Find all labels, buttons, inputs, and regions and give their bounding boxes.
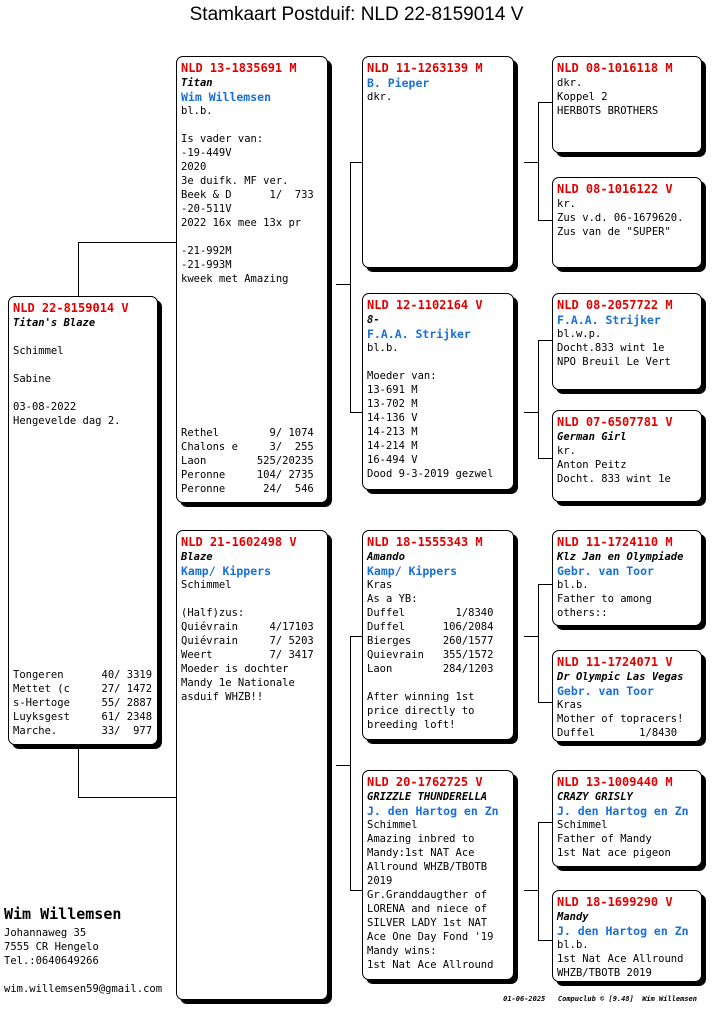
race-result-line: Chalons e 3/ 255: [181, 441, 314, 453]
pigeon-card-fff[interactable]: [552, 56, 702, 153]
info-line: dkr.: [367, 91, 393, 103]
info-line: kr.: [557, 445, 576, 457]
info-line: Is vader van:: [181, 133, 264, 145]
info-line: -21-992M: [181, 245, 232, 257]
pigeon-name: Titan: [181, 77, 213, 89]
info-line: Moeder is dochter: [181, 663, 289, 675]
ring-number: NLD 18-1699290 V: [557, 895, 673, 909]
info-line: 13-702 M: [367, 398, 418, 410]
breeder-name: J. den Hartog en Zn: [557, 924, 689, 938]
info-line: Gr.Granddaugther of: [367, 889, 488, 901]
info-line: dkr.: [557, 77, 583, 89]
info-line: LORENA and niece of: [367, 903, 488, 915]
info-line: Kras: [557, 699, 583, 711]
info-line: Allround WHZB/TBOTB: [367, 861, 488, 873]
ring-number: NLD 08-1016118 M: [557, 61, 673, 75]
info-line: bl.w.p.: [557, 328, 602, 340]
info-line: Duffel 1/8430: [557, 727, 678, 739]
pigeon-name: Klz Jan en Olympiade: [557, 551, 684, 563]
info-line: -19-449V: [181, 147, 232, 159]
info-line: 1st Nat Ace Allround: [367, 959, 494, 971]
connector-line: [350, 636, 351, 890]
info-line: After winning 1st: [367, 691, 475, 703]
info-line: kweek met Amazing: [181, 273, 289, 285]
connector-line: [538, 458, 552, 459]
pigeon-card-mother[interactable]: [176, 530, 328, 1000]
ring-number: NLD 18-1555343 M: [367, 535, 483, 549]
info-line: 13-691 M: [367, 384, 418, 396]
info-line: 1st Nat ace pigeon: [557, 847, 671, 859]
info-line: HERBOTS BROTHERS: [557, 105, 659, 117]
race-result-line: Luyksgest 61/ 2348: [13, 711, 153, 723]
ring-number: NLD 13-1009440 M: [557, 775, 673, 789]
connector-line: [78, 242, 79, 296]
connector-line: [538, 340, 552, 341]
pigeon-name: Amando: [367, 551, 405, 563]
info-line: [13, 330, 153, 344]
info-line: Zus van de "SUPER": [557, 226, 671, 238]
ring-number: NLD 12-1102164 V: [367, 298, 483, 312]
ring-number: NLD 08-1016122 V: [557, 182, 673, 196]
pigeon-name: CRAZY GRISLY: [557, 791, 633, 803]
ring-number: NLD 22-8159014 V: [13, 301, 129, 315]
breeder-name: J. den Hartog en Zn: [557, 804, 689, 818]
breeder-name: F.A.A. Strijker: [367, 327, 471, 341]
pigeon-card-fmf[interactable]: [552, 293, 702, 390]
info-line: 1st Nat Ace Allround: [557, 953, 684, 965]
info-line: [181, 230, 323, 244]
pigeon-card-mother-mother[interactable]: [362, 770, 514, 980]
info-line: (Half)zus:: [181, 607, 245, 619]
address-line: 7555 CR Hengelo: [4, 941, 99, 953]
connector-line: [538, 584, 539, 702]
connector-line: [350, 162, 351, 412]
pigeon-card-mff[interactable]: [552, 530, 702, 626]
connector-line: [538, 940, 552, 941]
info-line: bl.b.: [557, 939, 589, 951]
pigeon-card-mother-father[interactable]: [362, 530, 514, 740]
ring-number: NLD 21-1602498 V: [181, 535, 297, 549]
address-line: Johannaweg 35: [4, 927, 87, 939]
info-line: price directly to: [367, 705, 475, 717]
print-credit: 01-06-2025 Compuclub © [9.48] Wim Willemsen: [503, 995, 697, 1003]
connector-line: [336, 765, 350, 766]
pigeon-card-ffm[interactable]: [552, 177, 702, 268]
breeder-name: J. den Hartog en Zn: [367, 804, 499, 818]
info-line: Duffel 106/2084: [367, 621, 494, 633]
address-line: Tel.:0640649266: [4, 955, 99, 967]
connector-line: [524, 412, 538, 413]
info-line: Weert 7/ 3417: [181, 649, 314, 661]
pigeon-card-mmm[interactable]: [552, 890, 702, 982]
pigeon-card-mfm[interactable]: [552, 650, 702, 742]
connector-line: [538, 822, 552, 823]
ring-number: NLD 11-1263139 M: [367, 61, 483, 75]
breeder-name: Kamp/ Kippers: [181, 564, 272, 578]
info-line: Mandy:1st NAT Ace: [367, 847, 475, 859]
pigeon-card-fmm[interactable]: [552, 410, 702, 502]
info-line: NPO Breuil Le Vert: [557, 356, 671, 368]
info-line: [13, 358, 153, 372]
connector-line: [538, 102, 539, 220]
info-line: Schimmel: [13, 345, 64, 357]
info-line: Zus v.d. 06-1679620.: [557, 212, 684, 224]
info-line: Laon 284/1203: [367, 663, 494, 675]
ring-number: NLD 08-2057722 M: [557, 298, 673, 312]
pigeon-card-father-mother[interactable]: [362, 293, 514, 490]
race-result-line: Laon 525/20235: [181, 455, 314, 467]
info-line: bl.b.: [367, 342, 399, 354]
info-line: [181, 592, 323, 606]
info-line: Mandy wins:: [367, 945, 437, 957]
owner-email[interactable]: wim.willemsen59@gmail.com: [4, 983, 163, 995]
race-results: [181, 426, 314, 496]
info-line: Docht. 833 wint 1e: [557, 473, 671, 485]
info-line: Hengevelde dag 2.: [13, 415, 121, 427]
info-line: Sabine: [13, 373, 51, 385]
pigeon-name: Mandy: [557, 911, 589, 923]
info-line: others::: [557, 607, 608, 619]
connector-line: [524, 636, 538, 637]
info-line: Moeder van:: [367, 370, 437, 382]
info-line: Docht.833 wint 1e: [557, 342, 665, 354]
breeder-name: B. Pieper: [367, 76, 430, 90]
race-result-line: s-Hertoge 55/ 2887: [13, 697, 153, 709]
owner-address: [4, 926, 99, 968]
info-line: 2020: [181, 161, 207, 173]
info-line: Kras: [367, 579, 393, 591]
info-line: -20-511V: [181, 203, 232, 215]
info-line: asduif WHZB!!: [181, 691, 264, 703]
info-line: 16-494 V: [367, 454, 418, 466]
connector-line: [78, 745, 79, 797]
info-line: 14-213 M: [367, 426, 418, 438]
info-line: Beek & D 1/ 733: [181, 189, 314, 201]
info-line: 3e duifk. MF ver.: [181, 175, 289, 187]
info-line: Anton Peitz: [557, 459, 627, 471]
info-line: [367, 676, 509, 690]
info-line: Quievrain 355/1572: [367, 649, 494, 661]
info-line: breeding loft!: [367, 719, 456, 731]
info-line: Amazing inbred to: [367, 833, 475, 845]
pigeon-name: German Girl: [557, 431, 627, 443]
info-line: Schimmel: [367, 819, 418, 831]
info-line: Schimmel: [181, 579, 232, 591]
connector-line: [538, 220, 552, 221]
info-line: Dood 9-3-2019 gezwel: [367, 468, 494, 480]
ring-number: NLD 11-1724071 V: [557, 655, 673, 669]
pigeon-card-mmf[interactable]: [552, 770, 702, 867]
info-line: [13, 386, 153, 400]
race-result-line: Peronne 24/ 546: [181, 483, 314, 495]
pigeon-name: Dr Olympic Las Vegas: [557, 671, 684, 683]
pigeon-card-self[interactable]: [8, 296, 158, 745]
connector-line: [78, 797, 178, 798]
info-line: 2022 16x mee 13x pr: [181, 217, 302, 229]
breeder-name: Gebr. van Toor: [557, 684, 654, 698]
ring-number: NLD 20-1762725 V: [367, 775, 483, 789]
pigeon-name: GRIZZLE THUNDERELLA: [367, 791, 488, 803]
info-line: 14-136 V: [367, 412, 418, 424]
info-line: 14-214 M: [367, 440, 418, 452]
ring-number: NLD 13-1835691 M: [181, 61, 297, 75]
info-line: [181, 118, 323, 132]
breeder-name: F.A.A. Strijker: [557, 313, 661, 327]
connector-line: [78, 242, 178, 243]
ring-number: NLD 11-1724110 M: [557, 535, 673, 549]
info-line: Schimmel: [557, 819, 608, 831]
connector-line: [336, 284, 350, 285]
connector-line: [538, 102, 552, 103]
race-result-line: Rethel 9/ 1074: [181, 427, 314, 439]
race-result-line: Tongeren 40/ 3319: [13, 669, 153, 681]
connector-line: [524, 890, 538, 891]
breeder-name: Kamp/ Kippers: [367, 564, 458, 578]
info-line: As a YB:: [367, 593, 418, 605]
info-line: Bierges 260/1577: [367, 635, 494, 647]
info-line: Mother of topracers!: [557, 713, 684, 725]
info-line: Mandy 1e Nationale: [181, 677, 295, 689]
breeder-name: Wim Willemsen: [181, 90, 272, 104]
pigeon-card-father[interactable]: [176, 56, 328, 503]
owner-name: Wim Willemsen: [4, 905, 122, 923]
pigeon-card-father-father[interactable]: [362, 56, 514, 268]
info-line: kr.: [557, 198, 576, 210]
info-line: bl.b.: [181, 105, 213, 117]
race-result-line: Mettet (c 27/ 1472: [13, 683, 153, 695]
info-line: bl.b.: [557, 579, 589, 591]
info-line: WHZB/TBOTB 2019: [557, 967, 652, 979]
info-line: Father of Mandy: [557, 833, 652, 845]
info-line: SILVER LADY 1st NAT: [367, 917, 488, 929]
info-line: Quiévrain 7/ 5203: [181, 635, 314, 647]
info-line: -21-993M: [181, 259, 232, 271]
race-results: [13, 668, 152, 738]
info-line: [367, 355, 509, 369]
info-line: Father to among: [557, 593, 652, 605]
connector-line: [524, 162, 538, 163]
info-line: Ace One Day Fond '19: [367, 931, 494, 943]
info-line: 2019: [367, 875, 393, 887]
ring-number: NLD 07-6507781 V: [557, 415, 673, 429]
connector-line: [538, 584, 552, 585]
race-result-line: Peronne 104/ 2735: [181, 469, 314, 481]
info-line: Duffel 1/8340: [367, 607, 494, 619]
info-line: Quiévrain 4/17103: [181, 621, 314, 633]
pigeon-name: 8-: [367, 314, 380, 326]
breeder-name: Gebr. van Toor: [557, 564, 654, 578]
page-title: Stamkaart Postduif: NLD 22-8159014 V: [189, 4, 524, 25]
connector-line: [538, 822, 539, 940]
pigeon-name: Blaze: [181, 551, 213, 563]
connector-line: [538, 702, 552, 703]
connector-line: [538, 340, 539, 458]
info-line: Koppel 2: [557, 91, 608, 103]
race-result-line: Marche. 33/ 977: [13, 725, 153, 737]
pigeon-name: Titan's Blaze: [13, 317, 96, 329]
info-line: 03-08-2022: [13, 401, 77, 413]
